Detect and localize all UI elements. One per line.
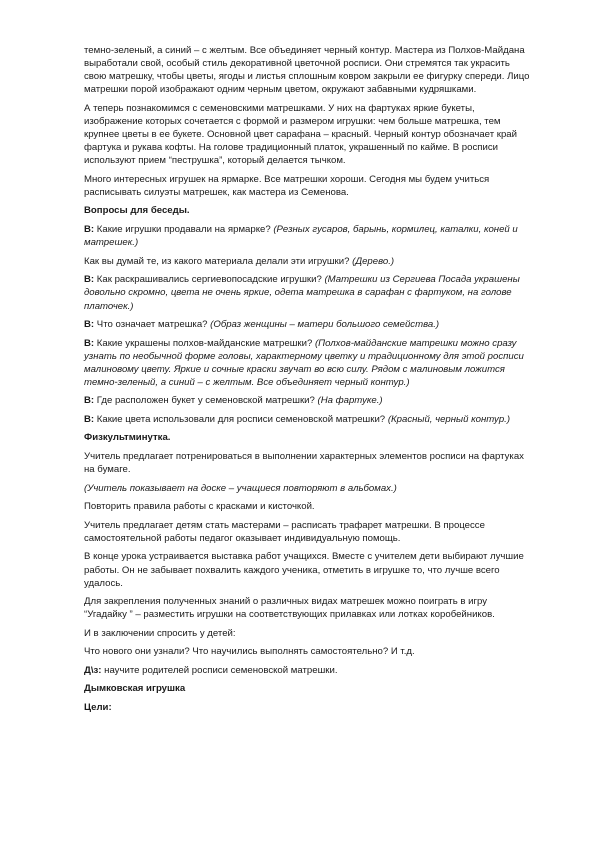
paragraph (84, 223, 532, 249)
paragraph (84, 500, 532, 513)
text-run: И в заключении спросить у детей: (84, 627, 236, 639)
paragraph (84, 255, 532, 268)
bold-run: Д\з: (84, 664, 105, 676)
paragraph (84, 595, 532, 621)
paragraph (84, 44, 532, 96)
italic-run: (Красный, черный контур.) (387, 413, 511, 425)
text-run: Учитель предлагает потренироваться в выполнении характерных элементов росписи на фартуках на бумаге. (84, 451, 524, 476)
paragraph (84, 102, 532, 167)
section-heading (84, 701, 532, 714)
paragraph (84, 482, 532, 495)
bold-run: Вопросы для беседы. (84, 205, 190, 217)
bold-run: Дымковская игрушка (84, 683, 186, 695)
bold-run: В: (84, 413, 97, 425)
bold-run: В: (84, 224, 97, 236)
text-run: Как вы думай те, из какого материала делали эти игрушки? (84, 255, 353, 267)
text-run: Где расположен букет у семеновской матрешки? (96, 395, 318, 407)
italic-run: (На фартуке.) (317, 395, 383, 407)
text-run: Какие украшены полхов-майданские матрешки? (96, 337, 315, 349)
paragraph (84, 318, 532, 331)
bold-run: Физкультминутка. (84, 432, 171, 444)
italic-run: (Резных гусаров, барынь, кормилец, каталки, коней и матрешек.) (84, 224, 518, 249)
text-run: Что нового они узнали? Что научились выполнять самостоятельно? И т.д. (84, 646, 415, 658)
document-page (84, 44, 532, 720)
section-heading (84, 431, 532, 444)
text-run: В конце урока устраивается выставка работ учащихся. Вместе с учителем дети выбирают лучшие работы. Он не забывает похвалить каждого ученика, отметить в игрушке то, что лучше всего удалось. (84, 551, 524, 589)
paragraph (84, 519, 532, 545)
text-run: Повторить правила работы с красками и кисточкой. (84, 501, 315, 513)
text-run: научите родителей росписи семеновской матрешки. (104, 664, 338, 676)
text-run: Учитель предлагает детям стать мастерами – расписать трафарет матрешки. В процессе самостоятельной работы педагог оказывает индивидуальную помощь. (84, 519, 485, 544)
bold-run: В: (84, 274, 97, 286)
bold-run: В: (84, 337, 97, 349)
section-heading (84, 682, 532, 695)
text-run: Что означает матрешка? (96, 319, 211, 331)
text-run: Для закрепления полученных знаний о различных видах матрешек можно поиграть в игру “Угадайку ” – разместить игрушки на соответствующих прилавках или лотках коробейников. (84, 596, 495, 621)
text-run: А теперь познакомимся с семеновскими матрешками. У них на фартуках яркие букеты, изображение которых сочетается с формой и размером игрушки: чем больше матрешка, тем крупнее цветы в ее букете. Основной цвет сарафана – красный. Черный контур обозначает край фартука и рукава кофты. На голове традиционный платок, украшенный по кайме. В росписи используют прием “пеструшка”, который делается тычком. (84, 102, 517, 167)
text-run: Какие цвета использовали для росписи семеновской матрешки? (96, 413, 388, 425)
italic-run: (Образ женщины – матери большого семейства.) (210, 319, 440, 331)
bold-run: В: (84, 395, 97, 407)
paragraph (84, 273, 532, 312)
paragraph (84, 413, 532, 426)
bold-run: В: (84, 319, 97, 331)
paragraph (84, 450, 532, 476)
italic-run: (Дерево.) (352, 255, 395, 267)
text-run: Как раскрашивались сергиевопосадские игрушки? (96, 274, 325, 286)
paragraph (84, 664, 532, 677)
text-run: Какие игрушки продавали на ярмарке? (96, 224, 274, 236)
paragraph (84, 550, 532, 589)
italic-run: (Учитель показывает на доске – учащиеся повторяют в альбомах.) (84, 482, 397, 494)
text-run: Много интересных игрушек на ярмарке. Все матрешки хороши. Сегодня мы будем учиться расписывать силуэты матрешек, как мастера из Семенова. (84, 173, 490, 198)
italic-run: (Полхов-майданские матрешки можно сразу узнать по необычной форме головы, характерному цветку и традиционному для этой росписи малиновому цвету. Яркие и сочные краски звучат во всю силу. Рядом с малиновым ложится темно-зеленый, а синий – с желтым. Все объединяет черный контур.) (84, 337, 524, 388)
section-heading (84, 204, 532, 217)
paragraph (84, 645, 532, 658)
paragraph (84, 627, 532, 640)
paragraph (84, 337, 532, 389)
bold-run: Цели: (84, 702, 112, 714)
paragraph (84, 394, 532, 407)
italic-run: (Матрешки из Сергиева Посада украшены довольно скромно, цвета не очень яркие, одета матрешка в сарафан с фартуком, на голове платочек.) (84, 274, 520, 312)
paragraph (84, 173, 532, 199)
text-run: темно-зеленый, а синий – с желтым. Все объединяет черный контур. Мастера из Полхов-Майдана выработали свой, особый стиль декоративной цветочной росписи. Они стремятся так украсить свою матрешку, чтобы цветы, ягоды и листья сплошным ковром закрыли ее фигурку спереди. Лицо матрешки порой изображают одним черным цветом, окружают забавными кудряшками. (84, 45, 530, 96)
